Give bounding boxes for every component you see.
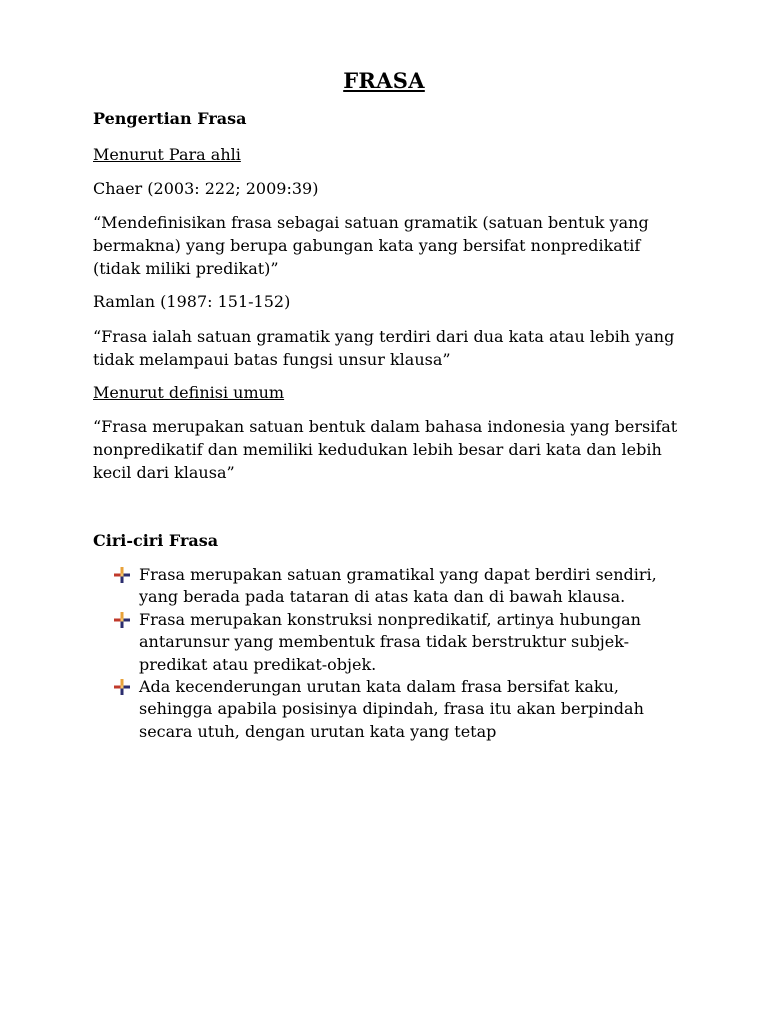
section-heading-ciri-ciri: Ciri-ciri Frasa [93,531,219,550]
list-item-text: Frasa merupakan konstruksi nonpredikatif, artinya hubungan antarunsur yang membentuk frasa tidak berstruktur subjek-predikat atau predikat-objek. [139,609,641,674]
ciri-ciri-list [113,564,673,743]
list-item [113,676,673,743]
document-title: FRASA [343,68,425,93]
section-heading-pengertian: Pengertian Frasa [93,109,247,128]
sparkle-cross-icon [113,611,131,629]
sparkle-cross-icon [113,566,131,584]
quote-chaer: “Mendefinisikan frasa sebagai satuan gramatik (satuan bentuk yang bermakna) yang berupa gabungan kata yang bersifat nonpredikatif (tidak miliki predikat)” [93,213,649,278]
subheading-definisi-umum: Menurut definisi umum [93,383,285,402]
source-chaer: Chaer (2003: 222; 2009:39) [93,179,319,198]
sparkle-cross-icon [113,678,131,696]
subheading-para-ahli: Menurut Para ahli [93,145,241,164]
list-item [113,609,673,676]
source-ramlan: Ramlan (1987: 151-152) [93,292,291,311]
list-item [113,564,673,609]
quote-definisi-umum: “Frasa merupakan satuan bentuk dalam bahasa indonesia yang bersifat nonpredikatif dan memiliki kedudukan lebih besar dari kata dan lebih kecil dari klausa” [93,417,678,482]
list-item-text: Frasa merupakan satuan gramatikal yang dapat berdiri sendiri, yang berada pada tataran di atas kata dan di bawah klausa. [139,565,657,607]
quote-ramlan: “Frasa ialah satuan gramatik yang terdiri dari dua kata atau lebih yang tidak melampaui batas fungsi unsur klausa” [93,327,675,369]
list-item-text: Ada kecenderungan urutan kata dalam frasa bersifat kaku, sehingga apabila posisinya dipindah, frasa itu akan berpindah secara utuh, dengan urutan kata yang tetap [139,677,644,741]
